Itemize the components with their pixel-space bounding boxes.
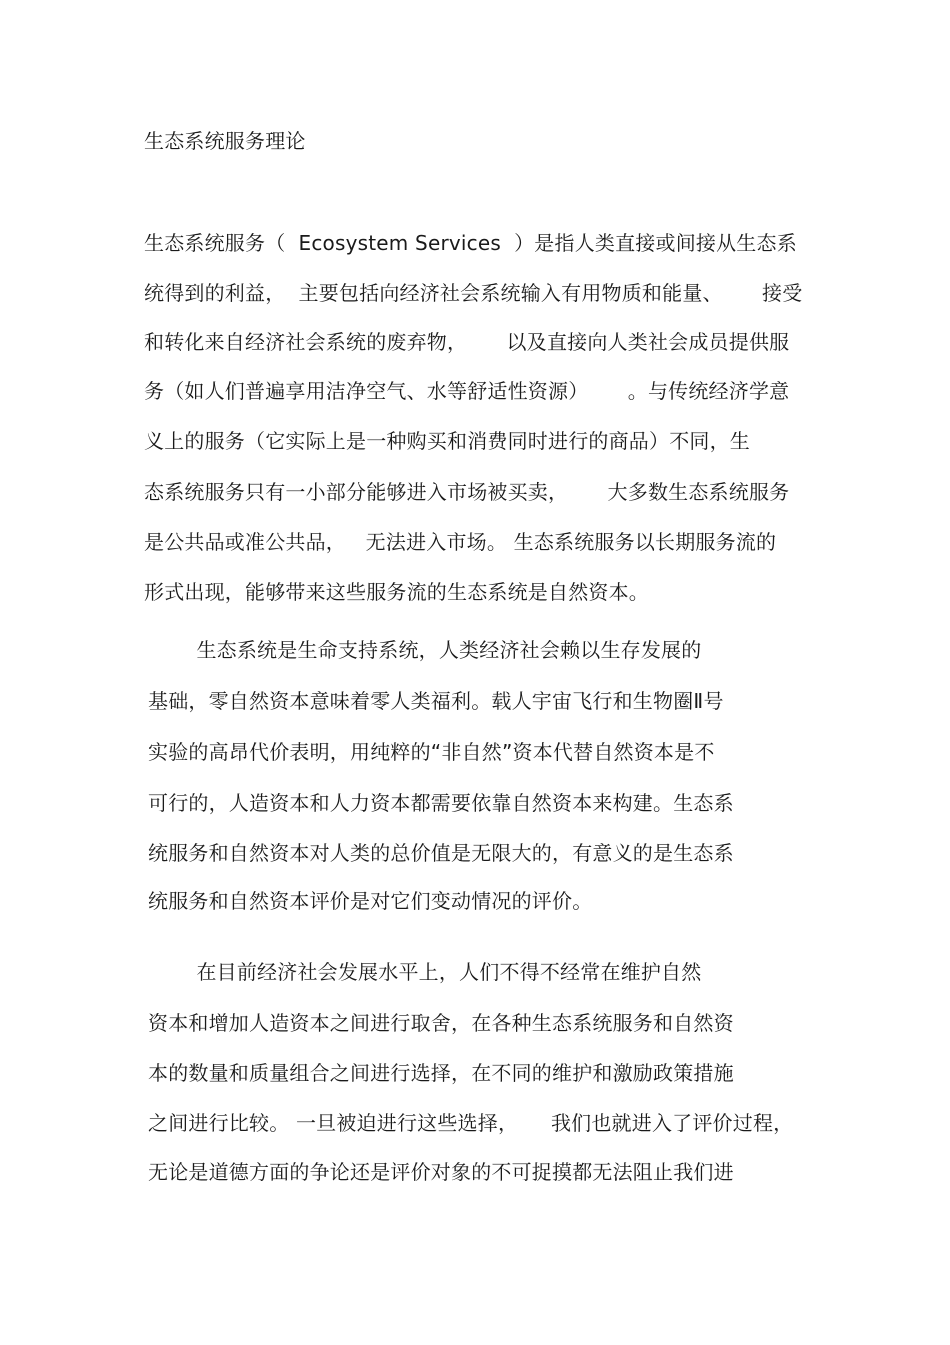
paragraph-2-line-5: 统服务和自然资本对人类的总价值是无限大的，有意义的是生态系	[148, 841, 734, 865]
paragraph-3-line-2: 资本和增加人造资本之间进行取舍，在各种生态系统服务和自然资	[148, 1011, 734, 1035]
paragraph-1-line-1: 生态系统服务（ Ecosystem Services ）是指人类直接或间接从生态系	[144, 231, 797, 255]
paragraph-2-line-6: 统服务和自然资本评价是对它们变动情况的评价。	[148, 889, 593, 913]
paragraph-1-line-3: 和转化来自经济社会系统的废弃物， 以及直接向人类社会成员提供服	[144, 330, 790, 354]
paragraph-1-line-5: 义上的服务（它实际上是一种购买和消费同时进行的商品）不同，生	[144, 429, 750, 453]
paragraph-2-line-3: 实验的高昂代价表明，用纯粹的“非自然”资本代替自然资本是不	[148, 740, 715, 764]
paragraph-1-line-2: 统得到的利益， 主要包括向经济社会系统输入有用物质和能量、 接受	[144, 281, 803, 305]
paragraph-2-line-2: 基础，零自然资本意味着零人类福利。载人宇宙飞行和生物圈Ⅱ号	[148, 689, 724, 713]
document-title: 生态系统服务理论	[144, 129, 306, 153]
paragraph-3-line-5: 无论是道德方面的争论还是评价对象的不可捉摸都无法阻止我们进	[148, 1160, 734, 1184]
paragraph-3-line-3: 本的数量和质量组合之间进行选择，在不同的维护和激励政策措施	[148, 1061, 734, 1085]
paragraph-1-line-6: 态系统服务只有一小部分能够进入市场被买卖， 大多数生态系统服务	[144, 480, 790, 504]
paragraph-1-line-4: 务（如人们普遍享用洁净空气、水等舒适性资源） 。与传统经济学意	[144, 379, 790, 403]
paragraph-2-line-4: 可行的，人造资本和人力资本都需要依靠自然资本来构建。生态系	[148, 791, 734, 815]
paragraph-1-line-8: 形式出现，能够带来这些服务流的生态系统是自然资本。	[144, 580, 649, 604]
paragraph-3-line-4: 之间进行比较。 一旦被迫进行这些选择， 我们也就进入了评价过程，	[148, 1111, 794, 1135]
paragraph-1-line-7: 是公共品或准公共品， 无法进入市场。 生态系统服务以长期服务流的	[144, 530, 777, 554]
paragraph-3-line-1: 在目前经济社会发展水平上，人们不得不经常在维护自然	[144, 960, 702, 984]
paragraph-2-line-1: 生态系统是生命支持系统，人类经济社会赖以生存发展的	[144, 638, 702, 662]
